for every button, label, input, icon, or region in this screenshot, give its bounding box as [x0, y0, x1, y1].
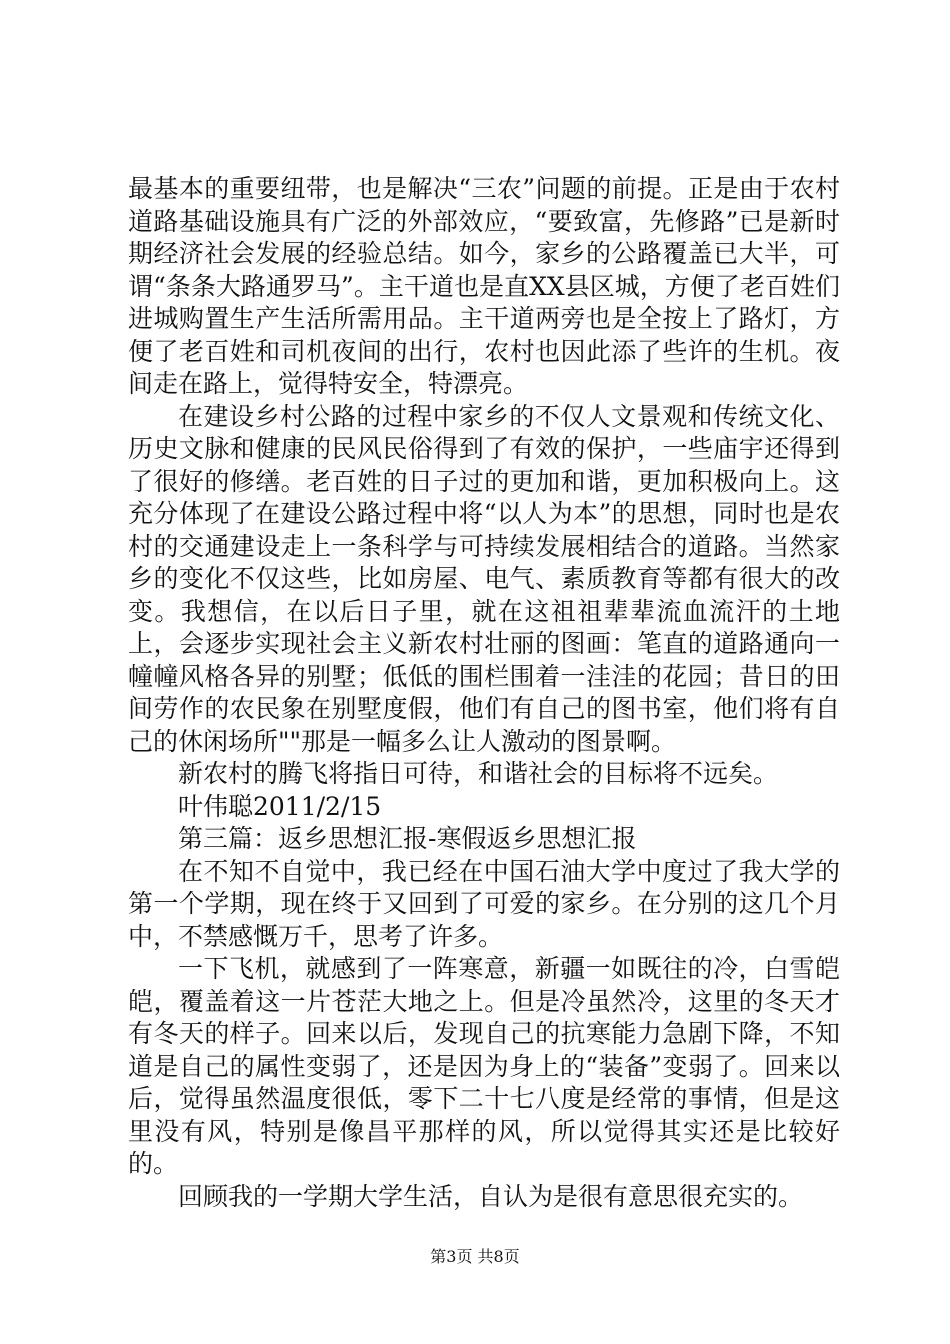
paragraph-rural-roads: 在建设乡村公路的过程中家乡的不仅人文景观和传统文化、历史文脉和健康的民风民俗得到了有效的保护，一些庙宇还得到了很好的修缮。老百姓的日子过的更加和谐，更加积极向上。这充分体现了在建设公路过程中将“以人为本”的思想，同时也是农村的交通建设走上一条科学与可持续发展相结合的道路。当然家乡的变化不仅这些，比如房屋、电气、素质教育等都有很大的改变。我想信，在以后日子里，就在这祖祖辈辈流血流汗的土地上，会逐步实现社会主义新农村壮丽的图画：笔直的道路通向一幢幢风格各异的别墅；低低的围栏围着一洼洼的花园；昔日的田间劳作的农民象在别墅度假，他们有自己的图书室，他们将有自己的休闲场所""那是一幅多么让人激动的图景啊。: [128, 401, 840, 756]
author-date-line: 叶伟聪2011/2/15: [178, 791, 382, 821]
page-number-footer: 第3页 共8页: [430, 1247, 520, 1266]
document-body: [128, 173, 840, 1213]
paragraph-arrival: 一下飞机，就感到了一阵寒意，新疆一如既往的冷，白雪皑皑，覆盖着这一片苍茫大地之上。但是冷虽然冷，这里的冬天才有冬天的样子。回来以后，发现自己的抗寒能力急剧下降，不知道是自己的属性变弱了，还是因为身上的“装备”变弱了。回来以后，觉得虽然温度很低，零下二十七八度是经常的事情，但是这里没有风，特别是像昌平那样的风，所以觉得其实还是比较好的。: [128, 954, 840, 1178]
paragraph-review: 回顾我的一学期大学生活，自认为是很有意思很充实的。: [178, 1181, 804, 1211]
paragraph-continued: 最基本的重要纽带，也是解决“三农”问题的前提。正是由于农村道路基础设施具有广泛的外部效应，“要致富，先修路”已是新时期经济社会发展的经验总结。如今，家乡的公路覆盖已大半，可谓“条条大路通罗马”。主干道也是直XX县区城，方便了老百姓们进城购置生产生活所需用品。主干道两旁也是全按上了路灯，方便了老百姓和司机夜间的出行，农村也因此添了些许的生机。夜间走在路上，觉得特安全，特漂亮。: [128, 174, 840, 398]
paragraph-conclusion: 新农村的腾飞将指日可待，和谐社会的目标将不远矣。: [178, 759, 779, 788]
section-heading: 第三篇：返乡思想汇报-寒假返乡思想汇报: [178, 824, 637, 853]
paragraph-first-semester: 在不知不自觉中，我已经在中国石油大学中度过了我大学的第一个学期，现在终于又回到了可爱的家乡。在分别的这几个月中，不禁感慨万千，思考了许多。: [128, 856, 840, 951]
